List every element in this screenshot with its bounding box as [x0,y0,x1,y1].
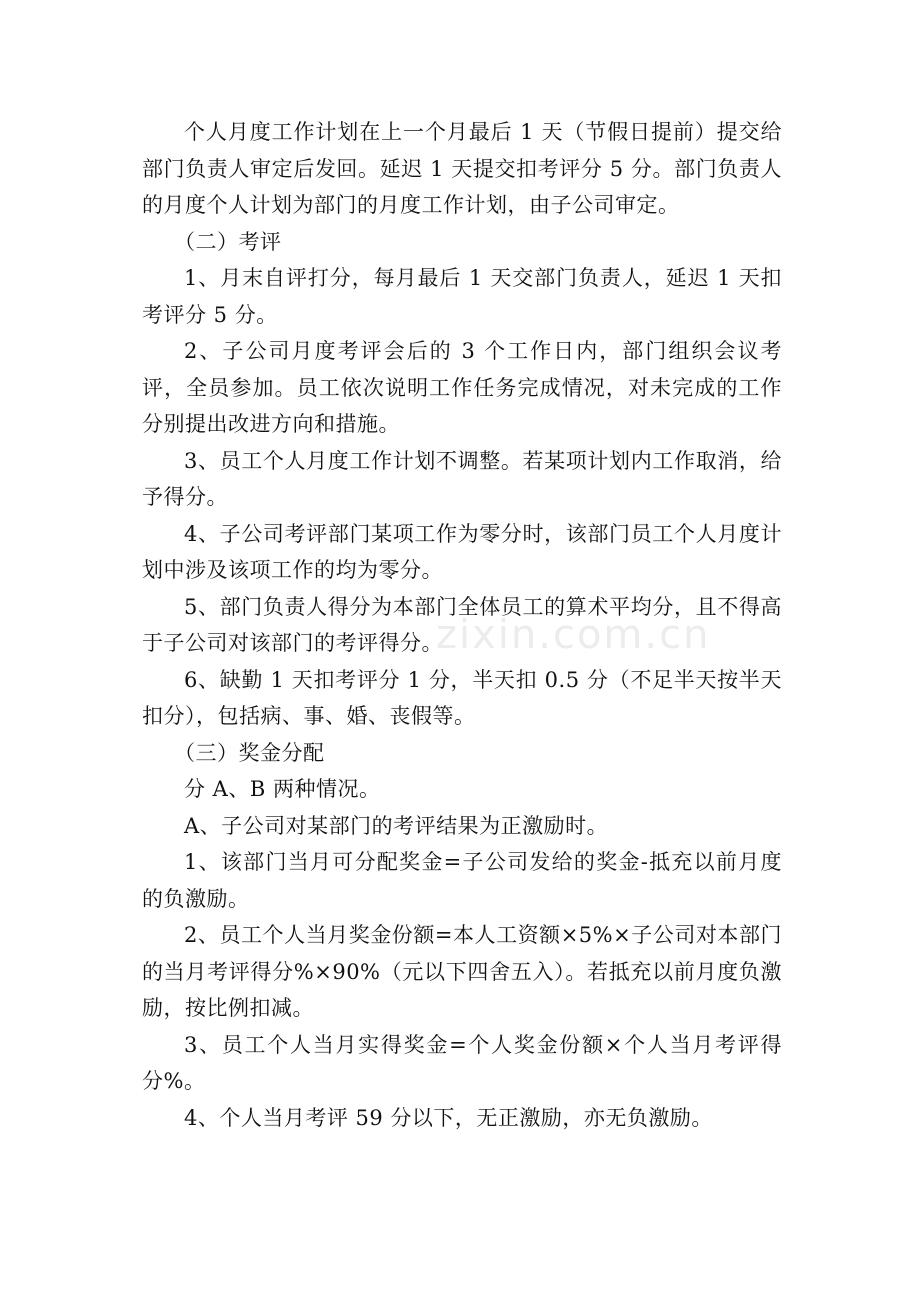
section-heading-evaluation: （二）考评 [174,229,282,254]
paragraph-bonus-item-3: 3、员工个人当月实得奖金=个人奖金份额×个人当月考评得分%。 [142,1032,782,1093]
paragraph-item-5-manager-score: 5、部门负责人得分为本部门全体员工的算术平均分，且不得高于子公司对该部门的考评得分。 [142,594,782,655]
paragraph-item-2-department-meeting: 2、子公司月度考评会后的 3 个工作日内，部门组织会议考评，全员参加。员工依次说明工作任务完成情况，对未完成的工作分别提出改进方向和措施。 [142,339,782,436]
paragraph-item-6-absence: 6、缺勤 1 天扣考评分 1 分，半天扣 0.5 分（不足半天按半天扣分），包括病、事、婚、丧假等。 [142,667,782,728]
paragraph-case-a: A、子公司对某部门的考评结果为正激励时。 [184,813,609,838]
paragraph-bonus-item-4: 4、个人当月考评 59 分以下，无正激励，亦无负激励。 [184,1105,713,1130]
paragraph-item-3-plan-adjustment: 3、员工个人月度工作计划不调整。若某项计划内工作取消，给予得分。 [142,448,782,509]
paragraph-monthly-plan-submission: 个人月度工作计划在上一个月最后 1 天（节假日提前）提交给部门负责人审定后发回。延迟 1 天提交扣考评分 5 分。部门负责人的月度个人计划为部门的月度工作计划，由子公司审定。 [142,120,782,217]
document-body [142,114,782,1136]
paragraph-bonus-item-2: 2、员工个人当月奖金份额=本人工资额×5%×子公司对本部门的当月考评得分%×90%（元以下四舍五入）。若抵充以前月度负激励，按比例扣减。 [142,923,782,1020]
section-heading-bonus-distribution: （三）奖金分配 [174,740,325,765]
paragraph-two-cases: 分 A、B 两种情况。 [184,777,381,801]
watermark-text: zixin.com.cn [436,612,711,658]
paragraph-item-1-self-evaluation: 1、月末自评打分，每月最后 1 天交部门负责人，延迟 1 天扣考评分 5 分。 [142,266,782,327]
paragraph-item-4-zero-score: 4、子公司考评部门某项工作为零分时，该部门员工个人月度计划中涉及该项工作的均为零分。 [142,521,782,582]
paragraph-bonus-item-1: 1、该部门当月可分配奖金=子公司发给的奖金-抵充以前月度的负激励。 [142,850,782,911]
